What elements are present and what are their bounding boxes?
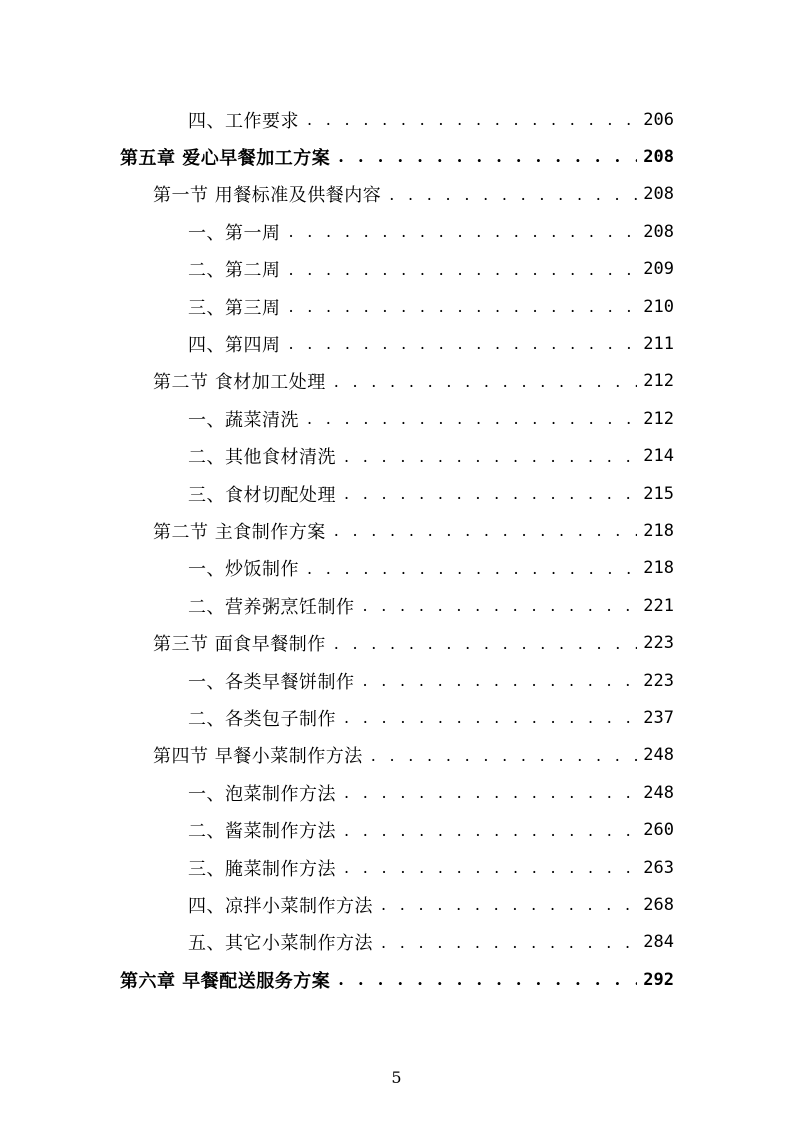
toc-dot-leader <box>289 222 638 241</box>
toc-entry-page-number: 210 <box>643 296 674 317</box>
toc-entry-page-number: 237 <box>643 707 674 728</box>
toc-entry-title: 第二节 食材加工处理 <box>153 372 326 394</box>
toc-dot-leader <box>307 409 637 428</box>
toc-dot-leader <box>344 708 637 727</box>
toc-dot-leader <box>371 746 638 765</box>
toc-dot-leader <box>344 858 637 877</box>
toc-item-entry[interactable] <box>188 550 674 587</box>
toc-dot-leader <box>338 970 637 989</box>
toc-entry-title: 第四节 早餐小菜制作方法 <box>153 746 363 768</box>
toc-entry-page-number: 212 <box>643 371 674 392</box>
toc-item-entry[interactable] <box>188 438 674 475</box>
toc-item-entry[interactable] <box>188 849 674 886</box>
toc-entry-page-number: 208 <box>643 221 674 242</box>
toc-entry-page-number: 248 <box>643 782 674 803</box>
toc-entry-page-number: 223 <box>643 633 674 654</box>
toc-item-entry[interactable] <box>188 699 674 736</box>
toc-dot-leader <box>334 634 638 653</box>
toc-dot-leader <box>363 596 638 615</box>
toc-chapter-entry[interactable] <box>120 138 674 175</box>
toc-item-entry[interactable] <box>188 101 674 138</box>
toc-entry-title: 第二节 主食制作方案 <box>153 521 326 543</box>
toc-entry-page-number: 212 <box>643 408 674 429</box>
toc-entry-title: 第一节 用餐标准及供餐内容 <box>153 185 382 207</box>
toc-dot-leader <box>344 783 637 802</box>
toc-dot-leader <box>381 895 637 914</box>
toc-entry-title: 一、蔬菜清洗 <box>188 409 299 431</box>
toc-entry-title: 二、第二周 <box>188 260 281 282</box>
toc-entry-title: 一、各类早餐饼制作 <box>188 671 355 693</box>
toc-dot-leader <box>289 260 638 279</box>
toc-entry-title: 二、各类包子制作 <box>188 708 336 730</box>
toc-section-entry[interactable] <box>153 512 674 549</box>
toc-item-entry[interactable] <box>188 475 674 512</box>
toc-entry-title: 三、食材切配处理 <box>188 484 336 506</box>
toc-entry-title: 一、炒饭制作 <box>188 559 299 581</box>
toc-item-entry[interactable] <box>188 213 674 250</box>
toc-entry-page-number: 214 <box>643 446 674 467</box>
toc-item-entry[interactable] <box>188 325 674 362</box>
toc-entry-page-number: 260 <box>643 820 674 841</box>
toc-item-entry[interactable] <box>188 400 674 437</box>
toc-item-entry[interactable] <box>188 886 674 923</box>
toc-entry-title: 一、泡菜制作方法 <box>188 783 336 805</box>
toc-entry-page-number: 215 <box>643 483 674 504</box>
toc-dot-leader <box>344 821 637 840</box>
toc-entry-page-number: 218 <box>643 520 674 541</box>
toc-section-entry[interactable] <box>153 176 674 213</box>
toc-entry-title: 一、第一周 <box>188 222 281 244</box>
toc-entry-page-number: 211 <box>643 333 674 354</box>
toc-entry-page-number: 208 <box>643 146 674 167</box>
toc-dot-leader <box>289 334 638 353</box>
toc-item-entry[interactable] <box>188 587 674 624</box>
toc-entry-title: 第五章 爱心早餐加工方案 <box>120 147 331 169</box>
toc-entry-title: 二、酱菜制作方法 <box>188 821 336 843</box>
toc-entry-title: 第三节 面食早餐制作 <box>153 634 326 656</box>
toc-dot-leader <box>334 372 638 391</box>
toc-entry-page-number: 218 <box>643 558 674 579</box>
toc-dot-leader <box>334 521 638 540</box>
toc-entry-title: 五、其它小菜制作方法 <box>188 933 373 955</box>
toc-entry-page-number: 208 <box>643 184 674 205</box>
toc-entry-page-number: 284 <box>643 932 674 953</box>
toc-entry-page-number: 206 <box>643 109 674 130</box>
toc-section-entry[interactable] <box>153 737 674 774</box>
toc-item-entry[interactable] <box>188 251 674 288</box>
toc-entry-title: 二、营养粥烹饪制作 <box>188 596 355 618</box>
toc-item-entry[interactable] <box>188 774 674 811</box>
toc-entry-title: 三、第三周 <box>188 297 281 319</box>
toc-entry-title: 四、工作要求 <box>188 110 299 132</box>
toc-dot-leader <box>363 671 638 690</box>
toc-item-entry[interactable] <box>188 288 674 325</box>
toc-entry-page-number: 223 <box>643 670 674 691</box>
toc-item-entry[interactable] <box>188 812 674 849</box>
toc-dot-leader <box>338 147 637 166</box>
toc-dot-leader <box>381 933 637 952</box>
toc-entry-page-number: 209 <box>643 259 674 280</box>
toc-entry-page-number: 268 <box>643 894 674 915</box>
toc-dot-leader <box>307 110 637 129</box>
toc-item-entry[interactable] <box>188 662 674 699</box>
toc-section-entry[interactable] <box>153 363 674 400</box>
page-number: 5 <box>391 1068 402 1087</box>
toc-entry-title: 三、腌菜制作方法 <box>188 858 336 880</box>
toc-entry-title: 二、其他食材清洗 <box>188 447 336 469</box>
toc-chapter-entry[interactable] <box>120 961 674 998</box>
toc-dot-leader <box>289 297 638 316</box>
toc-item-entry[interactable] <box>188 924 674 961</box>
toc-dot-leader <box>307 559 637 578</box>
toc-entry-page-number: 263 <box>643 857 674 878</box>
toc-entry-page-number: 292 <box>643 969 674 990</box>
toc-section-entry[interactable] <box>153 625 674 662</box>
toc-entry-page-number: 221 <box>643 595 674 616</box>
toc-entry-title: 第六章 早餐配送服务方案 <box>120 970 331 992</box>
toc-entry-title: 四、第四周 <box>188 334 281 356</box>
toc-entry-title: 四、凉拌小菜制作方法 <box>188 895 373 917</box>
toc-entry-page-number: 248 <box>643 745 674 766</box>
toc-dot-leader <box>344 484 637 503</box>
toc-dot-leader <box>344 447 637 466</box>
toc-dot-leader <box>389 185 637 204</box>
